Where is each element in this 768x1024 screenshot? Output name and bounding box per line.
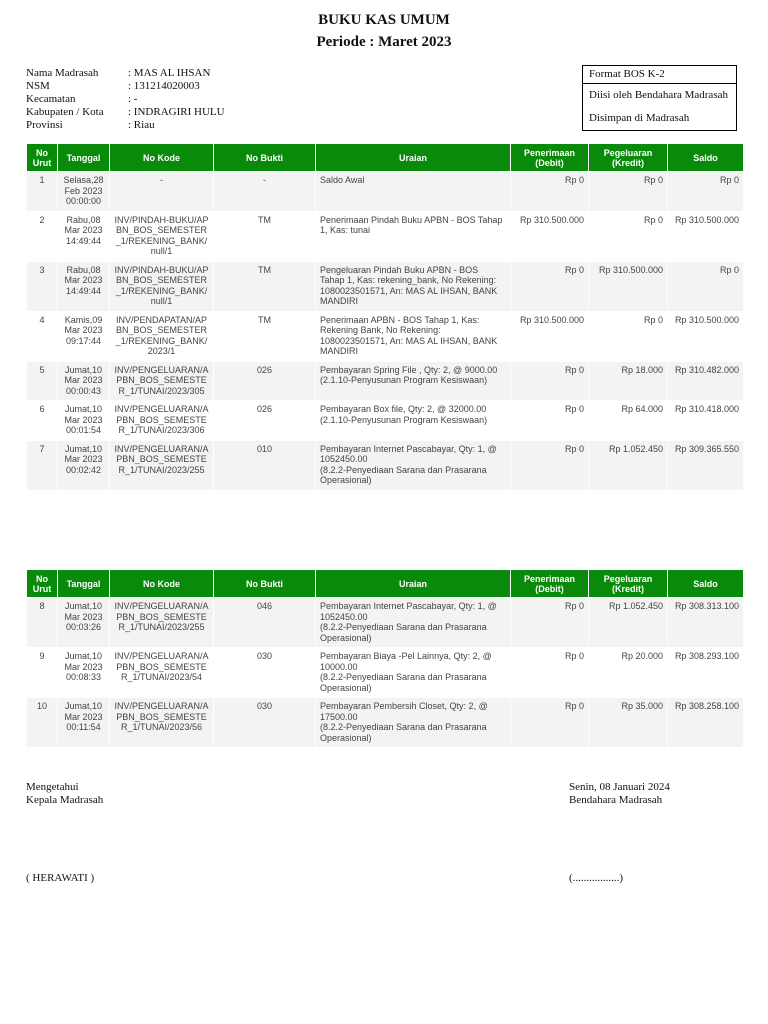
cell-kredit: Rp 64.000: [589, 401, 668, 441]
cell-bukti: 046: [214, 598, 316, 648]
col-uraian-header: Uraian: [316, 570, 511, 598]
cell-uraian: Pembayaran Box file, Qty: 2, @ 32000.00 (2.1.10-Penyusunan Program Kesiswaan): [316, 401, 511, 441]
cell-no: 1: [27, 172, 58, 212]
col-no-bukti-header: No Bukti: [214, 144, 316, 172]
cell-kredit: Rp 310.500.000: [589, 261, 668, 311]
info-label: Kabupaten / Kota: [26, 106, 104, 118]
cell-no: 4: [27, 311, 58, 361]
cell-kredit: Rp 1.052.450: [589, 440, 668, 490]
cell-no: 8: [27, 598, 58, 648]
cell-kredit: Rp 0: [589, 211, 668, 261]
school-info: [26, 67, 225, 132]
col-pengeluaran-header: Pegeluaran (Kredit): [589, 570, 668, 598]
cell-tanggal: Jumat,10 Mar 2023 00:11:54: [58, 698, 110, 748]
cell-tanggal: Rabu,08 Mar 2023 14:49:44: [58, 211, 110, 261]
cell-no: 3: [27, 261, 58, 311]
treasurer-title: Bendahara Madrasah: [569, 794, 663, 806]
cell-uraian: Pengeluaran Pindah Buku APBN - BOS Tahap 1, Kas: rekening_bank, No Rekening: 1080023501571, An: MAS AL IHSAN, BANK MANDIRI: [316, 261, 511, 311]
signature-date: Senin, 08 Januari 2024: [569, 781, 670, 793]
signature-left: [26, 781, 103, 807]
cell-bukti: 030: [214, 698, 316, 748]
cell-kode: INV/PENGELUARAN/A PBN_BOS_SEMESTE R_1/TUNAI/2023/306: [110, 401, 214, 441]
col-no-kode-header: No Kode: [110, 570, 214, 598]
cell-debit: Rp 310.500.000: [511, 311, 589, 361]
cell-tanggal: Jumat,10 Mar 2023 00:01:54: [58, 401, 110, 441]
format-stored-at: Disimpan di Madrasah: [589, 112, 690, 124]
info-value: : INDRAGIRI HULU: [128, 106, 225, 118]
cell-bukti: -: [214, 172, 316, 212]
format-filled-by: Diisi oleh Bendahara Madrasah: [589, 89, 728, 101]
cell-tanggal: Jumat,10 Mar 2023 00:00:43: [58, 361, 110, 401]
col-tanggal-header: Tanggal: [58, 570, 110, 598]
cell-saldo: Rp 308.258.100: [668, 698, 744, 748]
cell-debit: Rp 310.500.000: [511, 211, 589, 261]
table-row: [27, 261, 744, 311]
cell-debit: Rp 0: [511, 172, 589, 212]
info-value: : -: [128, 93, 138, 105]
cell-uraian: Penerimaan APBN - BOS Tahap 1, Kas: Rekening Bank, No Rekening: 1080023501571, An: MAS AL IHSAN, BANK MANDIRI: [316, 311, 511, 361]
col-penerimaan-header: Penerimaan (Debit): [511, 570, 589, 598]
cell-kode: INV/PENGELUARAN/A PBN_BOS_SEMESTE R_1/TUNAI/2023/255: [110, 598, 214, 648]
cell-tanggal: Kamis,09 Mar 2023 09:17:44: [58, 311, 110, 361]
cell-saldo: Rp 310.418.000: [668, 401, 744, 441]
info-value: : Riau: [128, 119, 155, 131]
info-value: : MAS AL IHSAN: [128, 67, 211, 79]
table-header-row: [27, 570, 744, 598]
cell-debit: Rp 0: [511, 648, 589, 698]
col-no-urut-header: No Urut: [27, 144, 58, 172]
table-row: [27, 211, 744, 261]
info-label: Kecamatan: [26, 93, 76, 105]
cell-kode: INV/PINDAH-BUKU/AP BN_BOS_SEMESTER _1/REKENING_BANK/ null/1: [110, 261, 214, 311]
col-penerimaan-header: Penerimaan (Debit): [511, 144, 589, 172]
cell-uraian: Pembayaran Biaya -Pel Lainnya, Qty: 2, @ 10000.00 (8.2.2-Penyediaan Sarana dan Prasarana Operasional): [316, 648, 511, 698]
document-title: BUKU KAS UMUM: [318, 12, 450, 28]
cell-bukti: TM: [214, 311, 316, 361]
info-label: Provinsi: [26, 119, 63, 131]
col-no-urut-header: No Urut: [27, 570, 58, 598]
info-row: [26, 80, 225, 93]
cell-uraian: Pembayaran Internet Pascabayar, Qty: 1, @ 1052450.00 (8.2.2-Penyediaan Sarana dan Prasarana Operasional): [316, 598, 511, 648]
cell-debit: Rp 0: [511, 261, 589, 311]
principal-name: ( HERAWATI ): [26, 872, 95, 884]
info-row: [26, 119, 225, 132]
cell-tanggal: Selasa,28 Feb 2023 00:00:00: [58, 172, 110, 212]
col-saldo-header: Saldo: [668, 144, 744, 172]
cell-saldo: Rp 308.313.100: [668, 598, 744, 648]
cell-kredit: Rp 35.000: [589, 698, 668, 748]
cell-kredit: Rp 20.000: [589, 648, 668, 698]
cell-debit: Rp 0: [511, 401, 589, 441]
treasurer-name: (.................): [569, 872, 624, 884]
cash-book-table-2: [26, 569, 744, 748]
cell-kode: INV/PENGELUARAN/A PBN_BOS_SEMESTE R_1/TUNAI/2023/56: [110, 698, 214, 748]
cell-uraian: Penerimaan Pindah Buku APBN - BOS Tahap 1, Kas: tunai: [316, 211, 511, 261]
table-header-row: [27, 144, 744, 172]
cell-bukti: 026: [214, 361, 316, 401]
info-row: [26, 93, 225, 106]
cell-no: 6: [27, 401, 58, 441]
cell-no: 9: [27, 648, 58, 698]
cell-debit: Rp 0: [511, 698, 589, 748]
table-row: [27, 361, 744, 401]
col-tanggal-header: Tanggal: [58, 144, 110, 172]
cell-kode: INV/PENDAPATAN/AP BN_BOS_SEMESTER _1/REKENING_BANK/ 2023/1: [110, 311, 214, 361]
cell-no: 5: [27, 361, 58, 401]
principal-title: Kepala Madrasah: [26, 794, 104, 806]
table-row: [27, 311, 744, 361]
cell-bukti: 010: [214, 440, 316, 490]
col-no-bukti-header: No Bukti: [214, 570, 316, 598]
cell-uraian: Saldo Awal: [316, 172, 511, 212]
cell-kode: INV/PINDAH-BUKU/AP BN_BOS_SEMESTER _1/REKENING_BANK/ null/1: [110, 211, 214, 261]
cell-kode: INV/PENGELUARAN/A PBN_BOS_SEMESTE R_1/TUNAI/2023/54: [110, 648, 214, 698]
info-value: : 131214020003: [128, 80, 200, 92]
cell-no: 10: [27, 698, 58, 748]
info-label: NSM: [26, 80, 50, 92]
cell-saldo: Rp 0: [668, 261, 744, 311]
cell-kredit: Rp 18.000: [589, 361, 668, 401]
col-saldo-header: Saldo: [668, 570, 744, 598]
cell-kredit: Rp 1.052.450: [589, 598, 668, 648]
cell-debit: Rp 0: [511, 361, 589, 401]
cell-uraian: Pembayaran Pembersih Closet, Qty: 2, @ 17500.00 (8.2.2-Penyediaan Sarana dan Prasarana Operasional): [316, 698, 511, 748]
cell-uraian: Pembayaran Internet Pascabayar, Qty: 1, @ 1052450.00 (8.2.2-Penyediaan Sarana dan Prasarana Operasional): [316, 440, 511, 490]
cell-saldo: Rp 0: [668, 172, 744, 212]
table-row: [27, 598, 744, 648]
cell-saldo: Rp 310.482.000: [668, 361, 744, 401]
table-row: [27, 698, 744, 748]
cell-kode: INV/PENGELUARAN/A PBN_BOS_SEMESTE R_1/TUNAI/2023/255: [110, 440, 214, 490]
cell-bukti: 030: [214, 648, 316, 698]
cell-tanggal: Jumat,10 Mar 2023 00:02:42: [58, 440, 110, 490]
cell-tanggal: Jumat,10 Mar 2023 00:08:33: [58, 648, 110, 698]
cell-no: 7: [27, 440, 58, 490]
table-row: [27, 172, 744, 212]
cell-no: 2: [27, 211, 58, 261]
cell-bukti: 026: [214, 401, 316, 441]
cell-saldo: Rp 310.500.000: [668, 311, 744, 361]
table-row: [27, 401, 744, 441]
cash-book-table-1: [26, 143, 744, 491]
info-row: [26, 106, 225, 119]
cell-saldo: Rp 309.365.550: [668, 440, 744, 490]
cell-kredit: Rp 0: [589, 172, 668, 212]
format-label: Format BOS K-2: [583, 66, 736, 84]
info-row: [26, 67, 225, 80]
cell-debit: Rp 0: [511, 440, 589, 490]
cell-debit: Rp 0: [511, 598, 589, 648]
cell-uraian: Pembayaran Spring File , Qty: 2, @ 9000.00 (2.1.10-Penyusunan Program Kesiswaan): [316, 361, 511, 401]
cell-tanggal: Jumat,10 Mar 2023 00:03:26: [58, 598, 110, 648]
cell-tanggal: Rabu,08 Mar 2023 14:49:44: [58, 261, 110, 311]
format-box: [582, 65, 737, 131]
cell-saldo: Rp 308.293.100: [668, 648, 744, 698]
cell-bukti: TM: [214, 211, 316, 261]
cell-kredit: Rp 0: [589, 311, 668, 361]
cell-bukti: TM: [214, 261, 316, 311]
table-row: [27, 648, 744, 698]
info-label: Nama Madrasah: [26, 67, 99, 79]
document-period: Periode : Maret 2023: [316, 34, 452, 50]
col-uraian-header: Uraian: [316, 144, 511, 172]
col-no-kode-header: No Kode: [110, 144, 214, 172]
acknowledged-label: Mengetahui: [26, 781, 79, 793]
table-row: [27, 440, 744, 490]
cell-saldo: Rp 310.500.000: [668, 211, 744, 261]
cell-kode: -: [110, 172, 214, 212]
col-pengeluaran-header: Pegeluaran (Kredit): [589, 144, 668, 172]
cell-kode: INV/PENGELUARAN/A PBN_BOS_SEMESTE R_1/TUNAI/2023/305: [110, 361, 214, 401]
signature-right: [569, 781, 670, 807]
